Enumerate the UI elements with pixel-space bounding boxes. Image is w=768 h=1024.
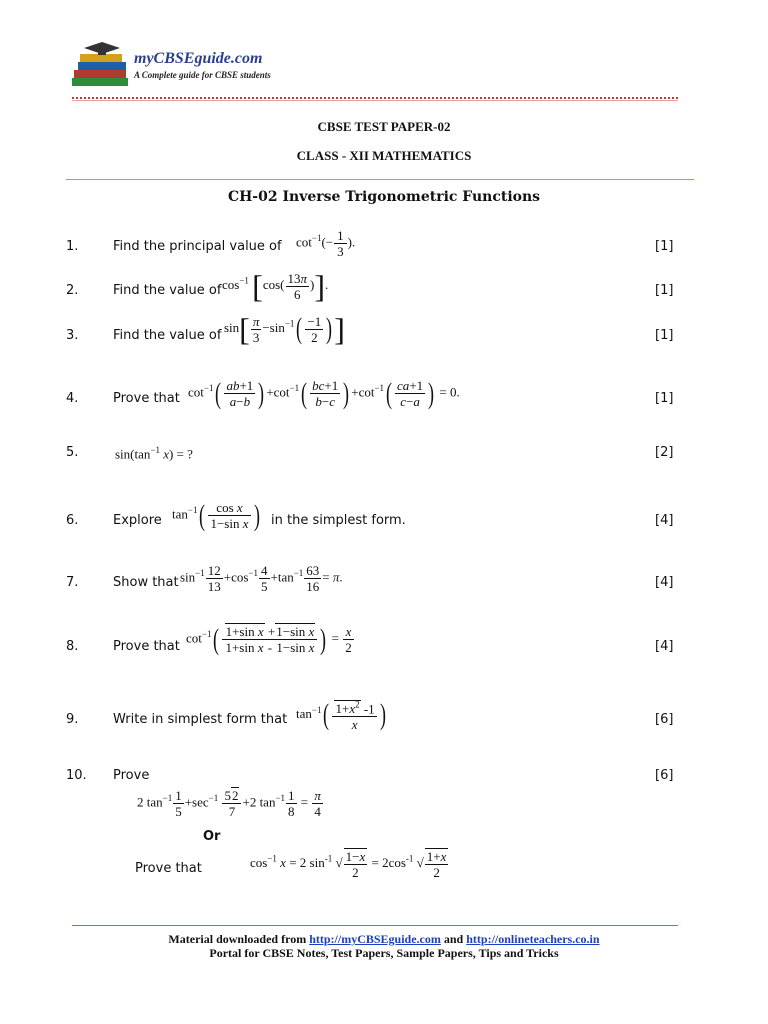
question-number: 10.: [66, 768, 87, 783]
chapter-title: CH-02 Inverse Trigonometric Functions: [227, 189, 541, 205]
question-marks: [1]: [655, 283, 674, 298]
question-number: 2.: [66, 283, 79, 298]
paper-title: CBSE TEST PAPER-02: [317, 119, 451, 134]
question-text: Prove that: [113, 391, 180, 406]
question-marks: [4]: [655, 575, 674, 590]
question-expression: $\cot^{-1}(-$ $\frac{1}{3}$ ).: [296, 228, 356, 259]
question-expression: $\cot^{-1}$( $\frac{\text{1+sin x +1−sin x}}{\text{1+sin x - 1−sin x}}$ ) = $\frac{x}{2}$: [186, 622, 352, 656]
question-number: 8.: [66, 639, 79, 654]
logo-title: myCBSEguide.com: [134, 50, 263, 67]
question-text: Prove: [113, 768, 150, 783]
question-number: 9.: [66, 712, 79, 727]
graduation-cap-icon: [84, 42, 120, 55]
question-expression: $\cot^{-1}$( $\frac{ab+1}{a-b}$ ) $+\cot^{-1}$( $\frac{bc+1}{b-c}$ ) $+\cot^{-1}$( $\frac{ca+1}{c-a}$ ) = 0.: [188, 376, 460, 410]
question-text: Find the principal value of: [113, 239, 282, 254]
question-marks: [1]: [655, 391, 674, 406]
question-expression: $\tan^{-1}$( $\frac{1+x^2 -1}{x}$ ): [296, 698, 386, 733]
question-expression: $\cos^{-1} [\cos$( $\frac{13\pi}{6}$ )].: [222, 268, 329, 304]
question-expression: sin[ $\frac{\pi}{3}$ $-\sin^{-1}$( $\frac{-1}{2}$ )]: [224, 311, 345, 347]
header-divider: [72, 97, 678, 99]
question-text-suffix: in the simplest form.: [271, 513, 406, 528]
question-marks: [1]: [655, 239, 674, 254]
question-number: 1.: [66, 239, 79, 254]
question-text: Show that: [113, 575, 179, 590]
header-divider-secondary: [72, 100, 678, 101]
question-number: 4.: [66, 391, 79, 406]
footer-divider: [72, 925, 678, 926]
mycbseguide-link[interactable]: http://myCBSEguide.com: [309, 932, 441, 946]
question-number: 7.: [66, 575, 79, 590]
class-subject: CLASS - XII MATHEMATICS: [296, 148, 472, 163]
question-text: Find the value of: [113, 328, 222, 343]
question-number: 3.: [66, 328, 79, 343]
title-divider: [66, 179, 694, 180]
question-number: 5.: [66, 445, 79, 460]
footer-and: and: [443, 932, 464, 946]
question-marks: [6]: [655, 768, 674, 783]
question-text: Explore: [113, 513, 162, 528]
question-marks: [1]: [655, 328, 674, 343]
question-expression: $\tan^{-1}$( $\frac{\text{cos x}}{\text{1−sin x}}$ ): [172, 498, 260, 532]
question-text: Prove that: [113, 639, 180, 654]
footer-prefix: Material downloaded from: [168, 932, 307, 946]
onlineteachers-link[interactable]: http://onlineteachers.co.in: [466, 932, 600, 946]
question-text-alternate: Prove that: [135, 861, 202, 876]
question-marks: [6]: [655, 712, 674, 727]
question-expression: $\sin(\tan^{-1}$ x) = ?: [115, 445, 193, 462]
question-marks: [4]: [655, 639, 674, 654]
question-text: Find the value of: [113, 283, 222, 298]
question-text: Write in simplest form that: [113, 712, 288, 727]
books-stack-logo-icon: [70, 40, 134, 90]
footer-line-2: Portal for CBSE Notes, Test Papers, Sample Papers, Tips and Tricks: [209, 946, 559, 960]
question-marks: [4]: [655, 513, 674, 528]
question-expression-alternate: $\cos^{-1} x = 2$ $\sin^{-1}$ √ $\frac{1-x}{2}$ = $2\cos^{-1}$ √ $\frac{1+x}{2}$: [250, 849, 447, 880]
or-separator: Or: [203, 829, 221, 844]
question-number: 6.: [66, 513, 79, 528]
question-marks: [2]: [655, 445, 674, 460]
question-expression: $\sin^{-1}$ $\frac{12}{13}$ $+\cos^{-1}$ $\frac{4}{5}$ $+\tan^{-1}$ $\frac{63}{16}$ = π.: [180, 563, 343, 594]
question-expression: 2 $\tan^{-1}$ $\frac{1}{5}$ $+\sec^{-1}$ $\frac{52}{7}$ +2 $\tan^{-1}$ $\frac{1}{8}$ = $\frac{\pi}{4}$: [137, 788, 321, 819]
logo-subtitle: A Complete guide for CBSE students: [134, 70, 271, 80]
footer-line-1: [0, 932, 768, 947]
